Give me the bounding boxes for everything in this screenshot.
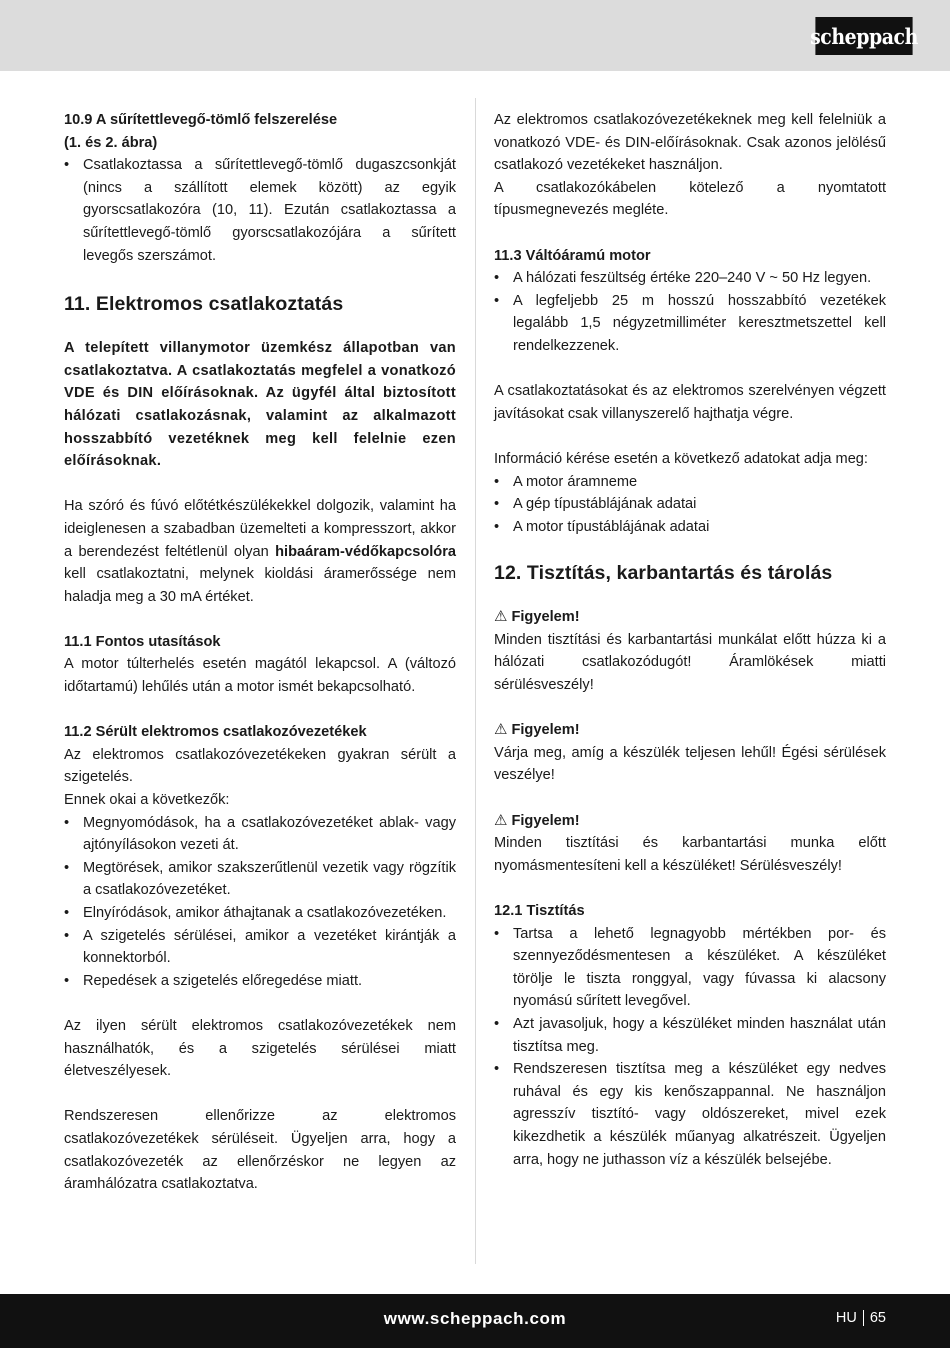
list-item: • Azt javasoljuk, hogy a készüléket minden használat után tisztítsa meg. <box>494 1013 886 1058</box>
bullet-icon: • <box>64 859 70 876</box>
list-item: • Tartsa a lehető legnagyobb mértékben por- és szennyeződésmentesen a készüléket. A készüléket törölje le tiszta ronggyal, vagy fúvassa ki alacsony nyomású sűrített levegővel. <box>494 923 886 1013</box>
language-code: HU <box>835 1310 857 1326</box>
footer-separator <box>863 1310 864 1326</box>
section-11-heading: 11. Elektromos csatlakoztatás <box>64 293 344 316</box>
right-paragraph-3: A csatlakoztatásokat és az elektromos szerelvényen végzett javításokat csak villanyszerelő hajthatja végre. <box>494 383 886 422</box>
section-12-heading: 12. Tisztítás, karbantartás és tárolás <box>494 562 833 585</box>
warning-heading: ⚠ Figyelem! <box>494 810 886 833</box>
right-paragraph-4: Információ kérése esetén a következő adatokat adja meg: <box>494 450 868 467</box>
bullet-icon: • <box>64 972 70 989</box>
section-11-bold-paragraph: A telepített villanymotor üzemkész állapotban van csatlakoztatva. A csatlakoztatás megfelel a vonatkozó VDE és DIN előírásoknak. Az ügyfél által biztosított hálózati csatlakozásnak, valamint az alkalmazott hosszabbító vezetéknek meg kell felelnie ezen előírásoknak. <box>64 340 456 470</box>
section-11-1-text: A motor túlterhelés esetén magától lekapcsol. A (változó időtartamú) lehűlés után a motor ismét bekapcsolható. <box>64 656 456 696</box>
warning-heading: ⚠ Figyelem! <box>494 719 886 742</box>
section-11-1-title: 11.1 Fontos utasítások <box>64 633 221 650</box>
section-11-2-text3: Az ilyen sérült elektromos csatlakozóvezetékek nem használhatók, és a szigetelés sérülései miatt életveszélyesek. <box>64 1017 456 1080</box>
right-column <box>494 109 886 1171</box>
bullet-icon: • <box>64 814 70 831</box>
footer-bar <box>0 1294 950 1348</box>
bullet-icon: • <box>494 473 500 490</box>
right-paragraph-2: A csatlakozókábelen kötelező a nyomtatott típusmegnevezés megléte. <box>494 179 886 219</box>
list-item: • Elnyíródások, amikor áthajtanak a csatlakozóvezetéken. <box>64 902 456 925</box>
section-10-9-list <box>64 154 456 267</box>
bullet-icon: • <box>494 1061 500 1078</box>
list-item: • Repedések a szigetelés előregedése miatt. <box>64 970 456 993</box>
bullet-icon: • <box>494 1015 500 1032</box>
left-column <box>64 109 456 1196</box>
section-12-1-title: 12.1 Tisztítás <box>494 903 585 919</box>
column-divider <box>475 98 476 1264</box>
warning-triangle-icon: ⚠ <box>494 608 508 626</box>
section-11-3-title: 11.3 Váltóáramú motor <box>494 247 651 264</box>
list-item: • A szigetelés sérülései, amikor a vezetéket kirántják a konnektorból. <box>64 925 456 970</box>
bullet-icon: • <box>64 905 70 921</box>
bullet-icon: • <box>494 496 500 513</box>
list-item: • Megtörések, amikor szakszerűtlenül vezetik vagy rögzítik a csatlakozóvezetéket. <box>64 857 456 902</box>
list-item: • A motor áramneme <box>494 471 886 494</box>
section-11-paragraph: Ha szóró és fúvó előtétkészülékekkel dolgozik, valamint ha ideiglenesen a szabadban üzemelteti a kompresszort, akkor a berendezést feltétlenül olyan hibaáram-védőkapcsolóra kell csatlakoztatni, melynek kioldási áramerőssége nem haladja meg a 30 mA értéket. <box>64 498 456 605</box>
bullet-icon: • <box>494 925 500 942</box>
section-12-1-list <box>494 923 886 1172</box>
page-number: 65 <box>869 1310 886 1326</box>
top-header-bar <box>0 0 950 71</box>
footer-website-link[interactable]: www.scheppach.com <box>383 1309 567 1328</box>
warning-text: Minden tisztítási és karbantartási munkálat előtt húzza ki a hálózati csatlakozódugót! Áramlökések miatti sérülésveszély! <box>494 631 886 694</box>
bullet-icon: • <box>64 927 70 944</box>
warning-triangle-icon: ⚠ <box>494 811 508 829</box>
info-list <box>494 471 886 539</box>
right-paragraph-1: Az elektromos csatlakozóvezetékeknek meg kell felelniük a vonatkozó VDE- és DIN-előírásoknak. Csak azonos jelölésű csatlakozó vezetékeket használjon. <box>494 112 886 174</box>
section-10-9-title: 10.9 A sűrítettlevegő-tömlő felszerelése <box>64 112 338 128</box>
list-item: • A gép típustáblájának adatai <box>494 493 886 516</box>
list-item: • A hálózati feszültség értéke 220–240 V ~ 50 Hz legyen. <box>494 267 886 290</box>
section-11-2-text2: Ennek okai a következők: <box>64 792 230 809</box>
section-10-9-subtitle: (1. és 2. ábra) <box>64 134 158 151</box>
page-indicator <box>836 1310 886 1326</box>
bullet-icon: • <box>64 157 70 174</box>
warning-text: Minden tisztítási és karbantartási munka előtt nyomásmentesíteni kell a készüléket! Sérülésveszély! <box>494 835 886 874</box>
list-item: • Csatlakoztassa a sűrítettlevegő-tömlő dugaszcsonkját (nincs a szállított elemek között) az egyik gyorscsatlakozóra (10, 11). Ezután csatlakoztassa a sűrítettlevegő-tömlő gyorscsatlakozójára a sűrített levegős szerszámot. <box>64 154 456 267</box>
section-11-2-list <box>64 812 456 993</box>
section-11-2-text4: Rendszeresen ellenőrizze az elektromos csatlakozóvezetékek sérüléseit. Ügyeljen arra, hogy a csatlakozóvezeték az ellenőrzéskor ne legyen az áramhálózatra csatlakoztatva. <box>64 1108 456 1193</box>
list-item: • Rendszeresen tisztítsa meg a készüléket egy nedves ruhával és egy kis kenőszappannal. Ne használjon agresszív tisztító- vagy oldószereket, mivel ezek kikezdhetik a készülék műanyag alkatrészeit. Ügyeljen arra, hogy ne juthasson víz a készülék belsejébe. <box>494 1058 886 1171</box>
warning-text: Várja meg, amíg a készülék teljesen lehűl! Égési sérülések veszélye! <box>494 744 886 784</box>
list-item: • Megnyomódások, ha a csatlakozóvezetéket ablak- vagy ajtónyílásokon vezeti át. <box>64 812 456 857</box>
section-11-3-list <box>494 267 886 357</box>
bullet-icon: • <box>494 292 500 309</box>
list-item: • A legfeljebb 25 m hosszú hosszabbító vezetékek legalább 1,5 négyzetmilliméter keresztmetszettel kell rendelkezzenek. <box>494 290 886 358</box>
warning-heading: ⚠ Figyelem! <box>494 606 886 629</box>
list-item: • A motor típustáblájának adatai <box>494 516 886 539</box>
section-11-2-text1: Az elektromos csatlakozóvezetékeken gyakran sérült a szigetelés. <box>64 746 456 786</box>
section-11-2-title: 11.2 Sérült elektromos csatlakozóvezetékek <box>64 724 367 741</box>
warning-triangle-icon: ⚠ <box>494 721 508 739</box>
bullet-icon: • <box>494 518 500 535</box>
scheppach-logo: scheppach <box>815 17 912 55</box>
bullet-icon: • <box>494 270 500 287</box>
